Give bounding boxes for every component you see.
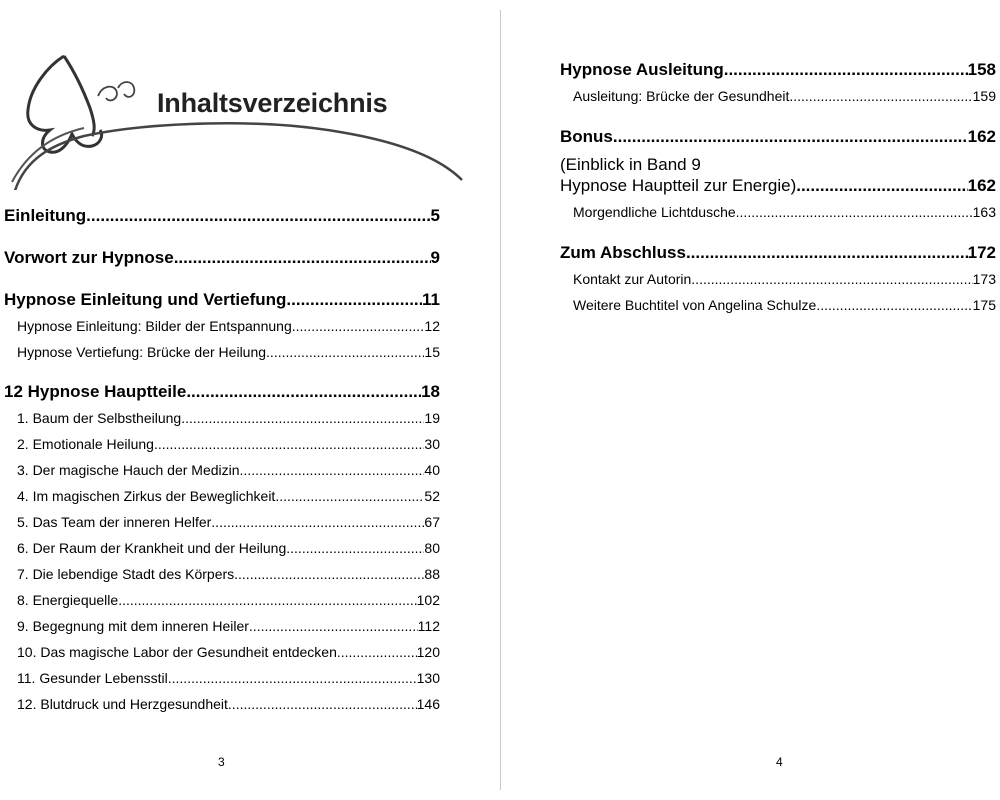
dot-leader — [736, 204, 973, 220]
page-number: 4 — [776, 755, 783, 769]
toc-entry-buchtitel[interactable] — [573, 297, 996, 313]
dot-leader — [816, 297, 972, 313]
page-number: 3 — [218, 755, 225, 769]
dot-leader — [118, 592, 416, 608]
entry-title: Hypnose Ausleitung — [560, 60, 724, 79]
entry-page: 11 — [422, 290, 440, 309]
toc-entry-bruecke-gesundheit[interactable] — [573, 88, 996, 104]
entry-title: 12. Blutdruck und Herzgesundheit — [17, 696, 228, 712]
dot-leader — [240, 462, 425, 478]
entry-title: 7. Die lebendige Stadt des Körpers — [17, 566, 235, 582]
entry-page: 173 — [972, 271, 996, 287]
toc-entry-einleitung[interactable] — [4, 206, 440, 226]
entry-page: 12 — [424, 318, 440, 334]
entry-title: (Einblick in Band 9 — [560, 155, 701, 174]
dot-leader — [168, 670, 417, 686]
entry-title: Ausleitung: Brücke der Gesundheit — [573, 88, 790, 104]
entry-title: Morgendliche Lichtdusche — [573, 204, 736, 220]
entry-title: Zum Abschluss — [560, 243, 686, 262]
dot-leader — [286, 540, 424, 556]
entry-title: 1. Baum der Selbstheilung — [17, 410, 182, 426]
dot-leader — [613, 127, 968, 147]
entry-title: Einleitung — [4, 206, 87, 225]
entry-page: 163 — [972, 204, 996, 220]
entry-page: 67 — [424, 514, 440, 530]
dot-leader — [796, 176, 967, 196]
dot-leader — [211, 514, 424, 530]
toc-entry-abschluss[interactable] — [560, 243, 996, 263]
entry-page: 40 — [424, 462, 440, 478]
toc-entry-5[interactable] — [17, 514, 440, 530]
dot-leader — [724, 60, 968, 80]
toc-entry-hauptteile[interactable] — [4, 382, 440, 402]
entry-title: 6. Der Raum der Krankheit und der Heilung — [17, 540, 287, 556]
entry-page: 120 — [416, 644, 440, 660]
entry-title: 8. Energiequelle — [17, 592, 119, 608]
dot-leader — [789, 88, 972, 104]
toc-entry-bilder-entspannung[interactable] — [17, 318, 440, 334]
entry-title: 5. Das Team der inneren Helfer — [17, 514, 212, 530]
toc-entry-lichtdusche[interactable] — [573, 204, 996, 220]
entry-title: 10. Das magische Labor der Gesundheit entdecken — [17, 644, 337, 660]
entry-page: 162 — [967, 176, 996, 195]
dot-leader — [266, 344, 424, 360]
dot-leader — [186, 382, 421, 402]
dot-leader — [154, 436, 424, 452]
entry-title: 4. Im magischen Zirkus der Beweglichkeit — [17, 488, 276, 504]
dot-leader — [275, 488, 424, 504]
dot-leader — [228, 696, 417, 712]
entry-page: 18 — [421, 382, 440, 401]
page-divider — [500, 10, 501, 790]
entry-title: 3. Der magische Hauch der Medizin — [17, 462, 240, 478]
entry-page: 162 — [967, 127, 996, 146]
dot-leader — [234, 566, 424, 582]
toc-entry-11[interactable] — [17, 670, 440, 686]
toc-entry-2[interactable] — [17, 436, 440, 452]
toc-entry-3[interactable] — [17, 462, 440, 478]
dot-leader — [181, 410, 424, 426]
dot-leader — [337, 644, 417, 660]
entry-title: 12 Hypnose Hauptteile — [4, 382, 187, 401]
toc-entry-1[interactable] — [17, 410, 440, 426]
toc-entry-4[interactable] — [17, 488, 440, 504]
entry-page: 175 — [972, 297, 996, 313]
dot-leader — [86, 206, 430, 226]
entry-page: 52 — [424, 488, 440, 504]
toc-entry-10[interactable] — [17, 644, 440, 660]
entry-page: 80 — [424, 540, 440, 556]
toc-entry-bruecke-heilung[interactable] — [17, 344, 440, 360]
toc-entry-hauptteil-energie[interactable] — [560, 176, 996, 196]
entry-page: 112 — [417, 618, 440, 634]
toc-entry-kontakt[interactable] — [573, 271, 996, 287]
entry-page: 5 — [430, 206, 440, 225]
entry-title: Hypnose Einleitung und Vertiefung — [4, 290, 287, 309]
entry-title: 2. Emotionale Heilung — [17, 436, 154, 452]
dot-leader — [286, 290, 422, 310]
toc-entry-9[interactable] — [17, 618, 440, 634]
dot-leader — [686, 243, 968, 263]
entry-page: 158 — [967, 60, 996, 79]
toc-entry-6[interactable] — [17, 540, 440, 556]
dot-leader — [174, 248, 431, 268]
toc-entry-einblick — [560, 155, 996, 175]
entry-page: 30 — [424, 436, 440, 452]
entry-title: Hypnose Hauptteil zur Energie) — [560, 176, 797, 195]
entry-title: Kontakt zur Autorin — [573, 271, 692, 287]
toc-entry-vorwort[interactable] — [4, 248, 440, 268]
entry-title: 11. Gesunder Lebensstil — [17, 670, 168, 686]
entry-page: 146 — [416, 696, 440, 712]
entry-page: 88 — [424, 566, 440, 582]
entry-title: Hypnose Vertiefung: Brücke der Heilung — [17, 344, 267, 360]
toc-entry-hypnose-einleitung-vertiefung[interactable] — [4, 290, 440, 310]
entry-page: 130 — [416, 670, 440, 686]
entry-title: Vorwort zur Hypnose — [4, 248, 174, 267]
dot-leader — [249, 618, 418, 634]
entry-title: 9. Begegnung mit dem inneren Heiler — [17, 618, 249, 634]
entry-page: 15 — [424, 344, 440, 360]
toc-title: Inhaltsverzeichnis — [157, 88, 388, 118]
dot-leader — [691, 271, 972, 287]
toc-entry-12[interactable] — [17, 696, 440, 712]
entry-page: 159 — [972, 88, 996, 104]
entry-title: Weitere Buchtitel von Angelina Schulze — [573, 297, 817, 313]
entry-page: 19 — [424, 410, 440, 426]
entry-title: Hypnose Einleitung: Bilder der Entspannung — [17, 318, 292, 334]
toc-entry-bonus[interactable] — [560, 127, 996, 147]
right-page — [502, 0, 1000, 800]
dot-leader — [292, 318, 425, 334]
entry-page: 172 — [967, 243, 996, 262]
entry-title: Bonus — [560, 127, 613, 146]
entry-page: 9 — [430, 248, 440, 267]
toc-entry-ausleitung[interactable] — [560, 60, 996, 80]
toc-entry-8[interactable] — [17, 592, 440, 608]
entry-page: 102 — [416, 592, 440, 608]
toc-entry-7[interactable] — [17, 566, 440, 582]
